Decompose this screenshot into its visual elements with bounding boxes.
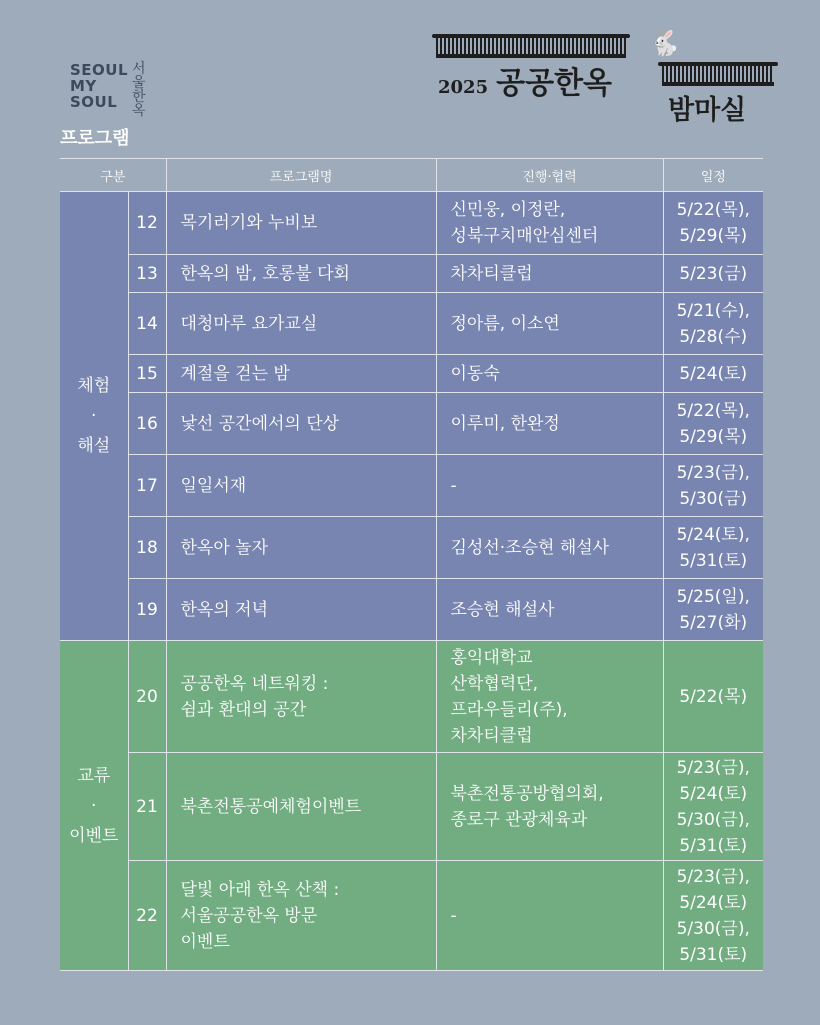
program-schedule: 5/24(토) xyxy=(663,355,763,393)
program-name: 한옥아 놀자 xyxy=(166,517,436,579)
program-partner: 차차티클럽 xyxy=(436,255,663,293)
table-row xyxy=(60,861,763,971)
program-partner: 정아름, 이소연 xyxy=(436,293,663,355)
program-name: 한옥의 밤, 호롱불 다회 xyxy=(166,255,436,293)
table-row xyxy=(60,455,763,517)
program-table xyxy=(60,158,763,971)
program-partner: - xyxy=(436,861,663,971)
program-number: 13 xyxy=(128,255,166,293)
table-row xyxy=(60,192,763,255)
program-partner: 김성선·조승현 해설사 xyxy=(436,517,663,579)
rabbit-icon: 🐇 xyxy=(648,28,681,58)
program-number: 14 xyxy=(128,293,166,355)
program-partner: 이동숙 xyxy=(436,355,663,393)
program-schedule: 5/23(금), 5/24(토) 5/30(금), 5/31(토) xyxy=(663,861,763,971)
program-schedule: 5/25(일), 5/27(화) xyxy=(663,579,763,641)
program-schedule: 5/23(금), 5/24(토) 5/30(금), 5/31(토) xyxy=(663,753,763,861)
program-number: 12 xyxy=(128,192,166,255)
program-name: 공공한옥 네트워킹 : 쉼과 환대의 공간 xyxy=(166,641,436,753)
logo-text: SEOUL MY SOUL xyxy=(70,61,129,111)
program-schedule: 5/22(목) xyxy=(663,641,763,753)
program-partner: 조승현 해설사 xyxy=(436,579,663,641)
program-number: 20 xyxy=(128,641,166,753)
program-partner: 홍익대학교 산학협력단, 프라우들리(주), 차차티클럽 xyxy=(436,641,663,753)
program-name: 낯선 공간에서의 단상 xyxy=(166,393,436,455)
event-title xyxy=(438,58,612,102)
program-schedule: 5/22(목), 5/29(목) xyxy=(663,393,763,455)
program-number: 18 xyxy=(128,517,166,579)
program-schedule: 5/23(금) xyxy=(663,255,763,293)
header-partner: 진행·협력 xyxy=(436,159,663,192)
section-title: 프로그램 xyxy=(60,128,130,149)
program-name: 목기러기와 누비보 xyxy=(166,192,436,255)
table-row xyxy=(60,355,763,393)
header-schedule: 일정 xyxy=(663,159,763,192)
program-name: 대청마루 요가교실 xyxy=(166,293,436,355)
table-row xyxy=(60,753,763,861)
category-event: 교류 · 이벤트 xyxy=(60,641,128,971)
table-header-row xyxy=(60,159,763,192)
program-number: 15 xyxy=(128,355,166,393)
header-program: 프로그램명 xyxy=(166,159,436,192)
program-number: 21 xyxy=(128,753,166,861)
header-category: 구분 xyxy=(60,159,166,192)
table-row xyxy=(60,255,763,293)
program-name: 계절을 걷는 밤 xyxy=(166,355,436,393)
program-number: 17 xyxy=(128,455,166,517)
event-year: 2025 xyxy=(438,77,489,98)
program-schedule: 5/21(수), 5/28(수) xyxy=(663,293,763,355)
roof-icon-small xyxy=(662,66,774,86)
logo-korean: 서울 한옥 xyxy=(132,61,146,119)
table-row xyxy=(60,579,763,641)
seoul-logo xyxy=(70,62,150,118)
program-schedule: 5/22(목), 5/29(목) xyxy=(663,192,763,255)
program-partner: - xyxy=(436,455,663,517)
table-row xyxy=(60,393,763,455)
program-number: 16 xyxy=(128,393,166,455)
program-partner: 신민웅, 이정란, 성북구치매안심센터 xyxy=(436,192,663,255)
table-row xyxy=(60,293,763,355)
roof-icon xyxy=(436,38,626,58)
program-name: 일일서재 xyxy=(166,455,436,517)
program-number: 19 xyxy=(128,579,166,641)
event-name: 공공한옥 xyxy=(496,66,613,101)
event-subtitle: 밤마실 xyxy=(668,95,747,126)
category-experience: 체험 · 해설 xyxy=(60,192,128,641)
program-number: 22 xyxy=(128,861,166,971)
program-schedule: 5/23(금), 5/30(금) xyxy=(663,455,763,517)
program-name: 한옥의 저녁 xyxy=(166,579,436,641)
program-name: 북촌전통공예체험이벤트 xyxy=(166,753,436,861)
table-row xyxy=(60,641,763,753)
program-partner: 북촌전통공방협의회, 종로구 관광체육과 xyxy=(436,753,663,861)
program-schedule: 5/24(토), 5/31(토) xyxy=(663,517,763,579)
program-name: 달빛 아래 한옥 산책 : 서울공공한옥 방문 이벤트 xyxy=(166,861,436,971)
program-partner: 이루미, 한완정 xyxy=(436,393,663,455)
table-row xyxy=(60,517,763,579)
